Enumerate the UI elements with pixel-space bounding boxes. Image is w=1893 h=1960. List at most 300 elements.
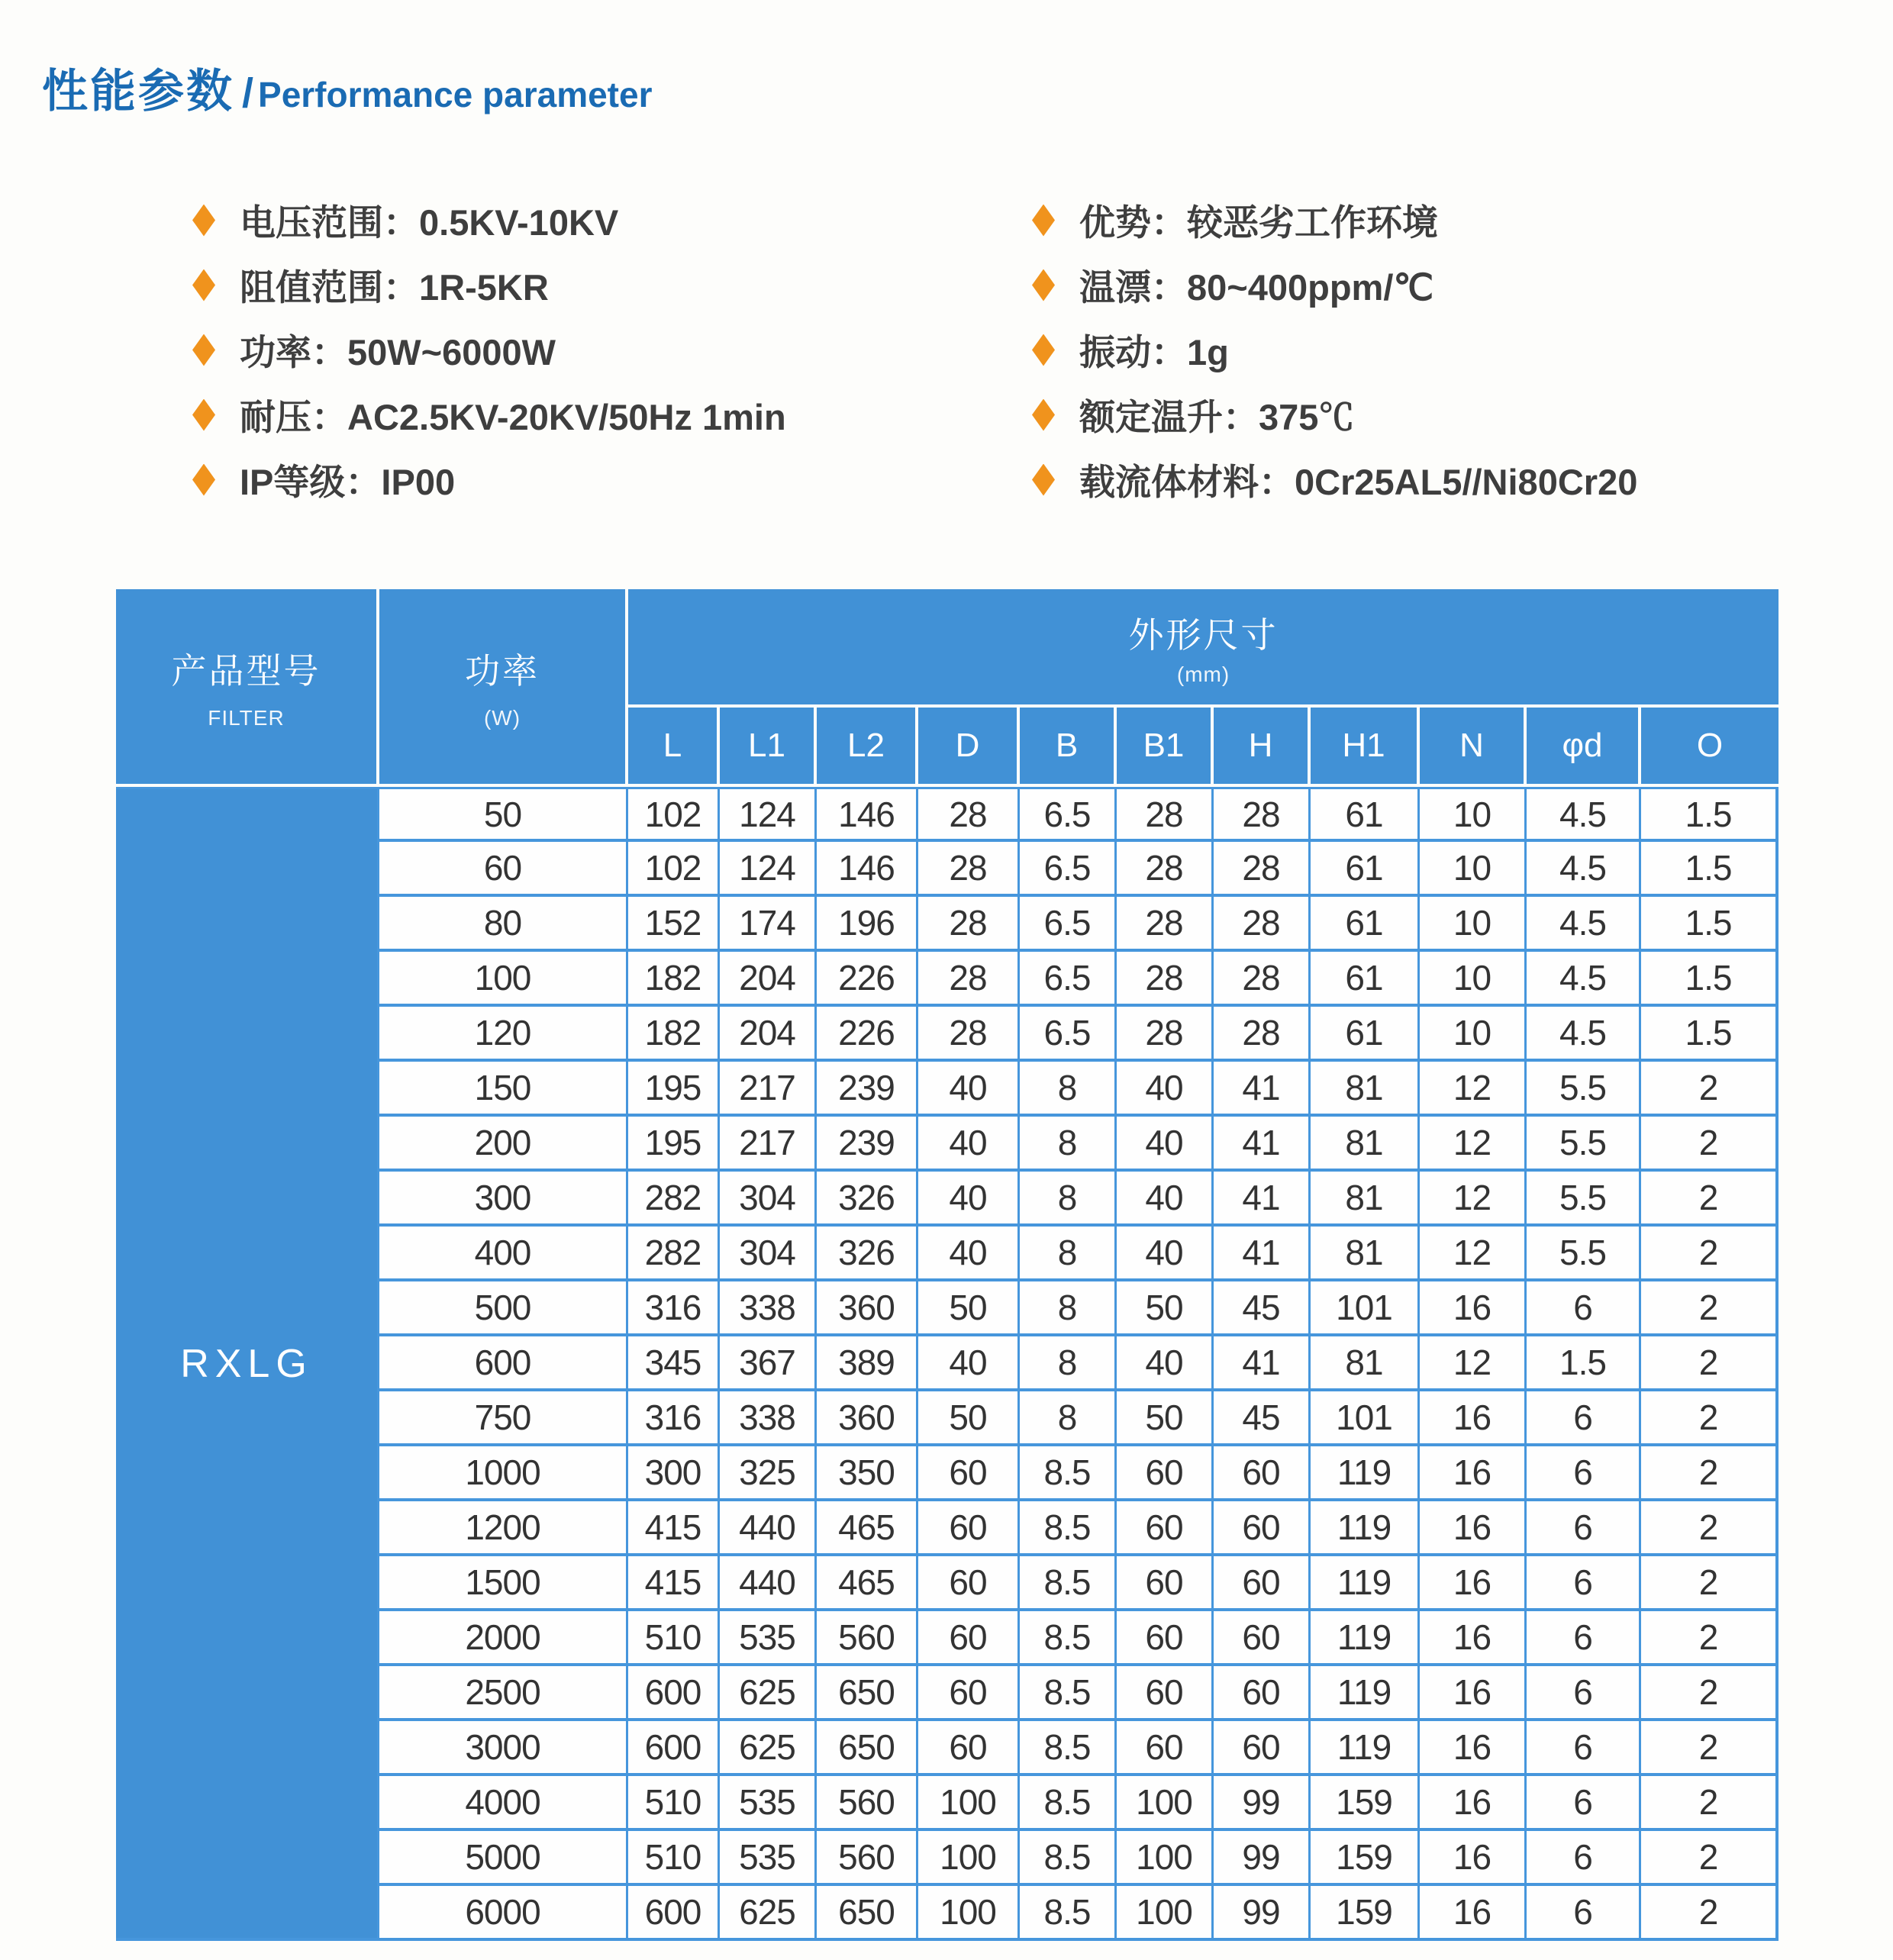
dim-value: 8.5 (1020, 1776, 1117, 1831)
dim-value: 119 (1311, 1611, 1420, 1666)
dim-value: 16 (1420, 1611, 1527, 1666)
dim-value: 100 (918, 1776, 1020, 1831)
dim-value: 2 (1641, 1117, 1779, 1172)
dim-value: 28 (1117, 1007, 1214, 1062)
dim-value: 510 (628, 1776, 720, 1831)
dim-value: 1.5 (1641, 1007, 1779, 1062)
dim-value: 415 (628, 1501, 720, 1556)
dim-column-header: L (628, 708, 720, 787)
dim-value: 316 (628, 1391, 720, 1446)
dim-value: 204 (720, 1007, 817, 1062)
power-value: 2000 (379, 1611, 628, 1666)
dim-value: 16 (1420, 1391, 1527, 1446)
dim-value: 6 (1527, 1886, 1641, 1941)
dimensions-header-text: 外形尺寸 (1128, 614, 1279, 655)
dim-value: 8.5 (1020, 1501, 1117, 1556)
spec-item (1032, 253, 1637, 318)
dim-value: 6.5 (1020, 1007, 1117, 1062)
dim-value: 16 (1420, 1776, 1527, 1831)
dim-value: 1.5 (1527, 1336, 1641, 1391)
dim-value: 81 (1311, 1117, 1420, 1172)
dim-column-header: B1 (1117, 708, 1214, 787)
table-row (116, 787, 1779, 842)
dim-value: 510 (628, 1611, 720, 1666)
dim-value: 60 (918, 1611, 1020, 1666)
dim-value: 28 (1214, 842, 1311, 897)
dim-value: 60 (918, 1501, 1020, 1556)
dim-value: 8.5 (1020, 1446, 1117, 1501)
dim-value: 81 (1311, 1172, 1420, 1227)
dim-value: 204 (720, 952, 817, 1007)
power-value: 750 (379, 1391, 628, 1446)
dim-value: 81 (1311, 1227, 1420, 1281)
dim-value: 415 (628, 1556, 720, 1611)
dim-value: 16 (1420, 1721, 1527, 1776)
power-value: 60 (379, 842, 628, 897)
dim-value: 4.5 (1527, 952, 1641, 1007)
dim-value: 2 (1641, 1666, 1779, 1721)
dim-value: 1.5 (1641, 787, 1779, 842)
power-header-text: 功率 (465, 650, 540, 691)
dim-value: 282 (628, 1227, 720, 1281)
spec-item (1032, 318, 1637, 382)
dim-value: 4.5 (1527, 897, 1641, 952)
dim-value: 625 (720, 1721, 817, 1776)
title-slash: / (242, 70, 254, 116)
dim-value: 326 (817, 1227, 918, 1281)
dimensions-group-header (628, 589, 1779, 708)
dim-value: 2 (1641, 1391, 1779, 1446)
dim-value: 2 (1641, 1501, 1779, 1556)
dim-value: 650 (817, 1721, 918, 1776)
dim-value: 10 (1420, 1007, 1527, 1062)
dim-value: 41 (1214, 1117, 1311, 1172)
model-column-header (116, 589, 379, 787)
dim-value: 119 (1311, 1556, 1420, 1611)
dim-column-header: O (1641, 708, 1779, 787)
dim-value: 2 (1641, 1776, 1779, 1831)
dim-value: 28 (1117, 897, 1214, 952)
diamond-bullet-icon (1032, 399, 1055, 431)
power-value: 600 (379, 1336, 628, 1391)
dim-value: 2 (1641, 1721, 1779, 1776)
dim-value: 282 (628, 1172, 720, 1227)
dim-value: 6.5 (1020, 897, 1117, 952)
dim-value: 10 (1420, 952, 1527, 1007)
dim-value: 8 (1020, 1281, 1117, 1336)
dim-value: 99 (1214, 1886, 1311, 1941)
dim-value: 40 (1117, 1336, 1214, 1391)
diamond-bullet-icon (1032, 269, 1055, 301)
dim-value: 12 (1420, 1062, 1527, 1117)
spec-text: 耐压：AC2.5KV-20KV/50Hz 1min (240, 397, 786, 437)
spec-item (1032, 188, 1637, 253)
power-value: 80 (379, 897, 628, 952)
dim-column-header: L1 (720, 708, 817, 787)
dim-value: 12 (1420, 1227, 1527, 1281)
dim-value: 560 (817, 1776, 918, 1831)
spec-list-right (1032, 188, 1637, 512)
power-column-header (379, 589, 628, 787)
dim-value: 102 (628, 842, 720, 897)
dim-value: 60 (1214, 1556, 1311, 1611)
dim-value: 50 (918, 1391, 1020, 1446)
power-value: 120 (379, 1007, 628, 1062)
dim-value: 360 (817, 1281, 918, 1336)
dim-value: 60 (1214, 1446, 1311, 1501)
dim-value: 100 (918, 1886, 1020, 1941)
dim-value: 2 (1641, 1172, 1779, 1227)
dim-value: 50 (918, 1281, 1020, 1336)
power-value: 200 (379, 1117, 628, 1172)
diamond-bullet-icon (192, 464, 215, 496)
dim-value: 560 (817, 1611, 918, 1666)
dim-value: 61 (1311, 952, 1420, 1007)
dim-value: 60 (1117, 1556, 1214, 1611)
title-english: Performance parameter (258, 75, 653, 114)
dim-value: 8.5 (1020, 1611, 1117, 1666)
dim-value: 625 (720, 1666, 817, 1721)
dim-value: 10 (1420, 842, 1527, 897)
dim-value: 625 (720, 1886, 817, 1941)
dim-value: 5.5 (1527, 1172, 1641, 1227)
dim-value: 159 (1311, 1831, 1420, 1886)
dim-value: 4.5 (1527, 1007, 1641, 1062)
dim-value: 325 (720, 1446, 817, 1501)
spec-text: 优势：较恶劣工作环境 (1079, 202, 1438, 243)
dim-value: 16 (1420, 1666, 1527, 1721)
power-value: 150 (379, 1062, 628, 1117)
spec-text: 载流体材料：0Cr25AL5//Ni80Cr20 (1079, 462, 1638, 502)
dim-value: 40 (1117, 1062, 1214, 1117)
dim-value: 4.5 (1527, 787, 1641, 842)
dim-value: 60 (1117, 1666, 1214, 1721)
dim-value: 8.5 (1020, 1721, 1117, 1776)
dim-value: 41 (1214, 1336, 1311, 1391)
dim-value: 119 (1311, 1721, 1420, 1776)
dim-value: 28 (1117, 842, 1214, 897)
dim-value: 119 (1311, 1446, 1420, 1501)
dim-column-header: φd (1527, 708, 1641, 787)
dim-value: 16 (1420, 1556, 1527, 1611)
dim-value: 45 (1214, 1391, 1311, 1446)
dim-value: 2 (1641, 1281, 1779, 1336)
dim-value: 6 (1527, 1501, 1641, 1556)
spec-text: 温漂：80~400ppm/℃ (1079, 267, 1434, 308)
dim-value: 28 (1214, 1007, 1311, 1062)
dim-value: 28 (918, 1007, 1020, 1062)
dim-value: 152 (628, 897, 720, 952)
title-chinese: 性能参数 (42, 66, 234, 117)
dim-value: 8 (1020, 1172, 1117, 1227)
dim-column-header: N (1420, 708, 1527, 787)
dim-value: 600 (628, 1721, 720, 1776)
dim-value: 50 (1117, 1281, 1214, 1336)
dim-value: 101 (1311, 1391, 1420, 1446)
power-value: 6000 (379, 1886, 628, 1941)
dim-value: 12 (1420, 1336, 1527, 1391)
dim-value: 100 (1117, 1776, 1214, 1831)
dim-value: 159 (1311, 1776, 1420, 1831)
dim-value: 5.5 (1527, 1227, 1641, 1281)
dim-value: 2 (1641, 1446, 1779, 1501)
dim-value: 300 (628, 1446, 720, 1501)
dim-value: 45 (1214, 1281, 1311, 1336)
diamond-bullet-icon (192, 334, 215, 366)
spec-item (192, 382, 786, 447)
table-body (116, 787, 1779, 1941)
power-value: 3000 (379, 1721, 628, 1776)
dim-value: 60 (918, 1721, 1020, 1776)
page-title (42, 55, 652, 121)
spec-item (192, 188, 786, 253)
dim-value: 226 (817, 952, 918, 1007)
dim-value: 28 (1214, 952, 1311, 1007)
dim-value: 28 (1117, 787, 1214, 842)
dim-value: 16 (1420, 1886, 1527, 1941)
dim-value: 10 (1420, 787, 1527, 842)
dim-value: 304 (720, 1172, 817, 1227)
dim-value: 465 (817, 1501, 918, 1556)
dim-value: 8 (1020, 1336, 1117, 1391)
dim-value: 2 (1641, 1556, 1779, 1611)
dim-value: 28 (918, 787, 1020, 842)
power-value: 100 (379, 952, 628, 1007)
dim-value: 1.5 (1641, 842, 1779, 897)
power-value: 2500 (379, 1666, 628, 1721)
dim-value: 81 (1311, 1336, 1420, 1391)
dim-value: 99 (1214, 1776, 1311, 1831)
dim-value: 345 (628, 1336, 720, 1391)
dim-value: 6.5 (1020, 842, 1117, 897)
dim-value: 60 (918, 1556, 1020, 1611)
power-value: 5000 (379, 1831, 628, 1886)
dim-column-header: D (918, 708, 1020, 787)
dim-value: 100 (1117, 1886, 1214, 1941)
dim-value: 101 (1311, 1281, 1420, 1336)
dim-value: 28 (1214, 787, 1311, 842)
dim-value: 2 (1641, 1336, 1779, 1391)
spec-text: 电压范围：0.5KV-10KV (240, 202, 619, 243)
dim-value: 4.5 (1527, 842, 1641, 897)
dim-value: 8 (1020, 1391, 1117, 1446)
spec-text: 功率：50W~6000W (240, 332, 556, 372)
dim-value: 8.5 (1020, 1666, 1117, 1721)
dim-value: 316 (628, 1281, 720, 1336)
diamond-bullet-icon (192, 205, 215, 237)
dim-value: 182 (628, 1007, 720, 1062)
dim-value: 40 (918, 1117, 1020, 1172)
spec-text: 阻值范围：1R-5KR (240, 267, 549, 308)
spec-item (1032, 447, 1637, 512)
dim-value: 60 (918, 1446, 1020, 1501)
dim-value: 28 (918, 842, 1020, 897)
dim-value: 28 (1117, 952, 1214, 1007)
dim-value: 61 (1311, 842, 1420, 897)
diamond-bullet-icon (192, 399, 215, 431)
dim-value: 60 (1214, 1611, 1311, 1666)
dim-value: 510 (628, 1831, 720, 1886)
diamond-bullet-icon (1032, 464, 1055, 496)
spec-item (192, 318, 786, 382)
dim-value: 600 (628, 1666, 720, 1721)
dimensions-unit-text: (mm) (1176, 662, 1230, 686)
dim-value: 8.5 (1020, 1886, 1117, 1941)
dim-value: 560 (817, 1831, 918, 1886)
dim-value: 239 (817, 1117, 918, 1172)
dim-value: 174 (720, 897, 817, 952)
dim-value: 2 (1641, 1227, 1779, 1281)
dim-value: 195 (628, 1117, 720, 1172)
spec-list-left (192, 188, 786, 512)
dim-value: 2 (1641, 1831, 1779, 1886)
dim-value: 440 (720, 1556, 817, 1611)
dim-value: 196 (817, 897, 918, 952)
dim-value: 60 (1117, 1501, 1214, 1556)
dim-value: 60 (1117, 1611, 1214, 1666)
dim-value: 100 (918, 1831, 1020, 1886)
dim-value: 326 (817, 1172, 918, 1227)
dim-value: 389 (817, 1336, 918, 1391)
diamond-bullet-icon (1032, 205, 1055, 237)
dim-value: 6 (1527, 1776, 1641, 1831)
dim-value: 6 (1527, 1281, 1641, 1336)
dim-value: 8.5 (1020, 1556, 1117, 1611)
dim-value: 60 (1117, 1721, 1214, 1776)
dim-value: 41 (1214, 1227, 1311, 1281)
dim-value: 2 (1641, 1062, 1779, 1117)
spec-text: IP等级：IP00 (240, 462, 456, 502)
dim-value: 304 (720, 1227, 817, 1281)
dim-value: 12 (1420, 1172, 1527, 1227)
dim-value: 6.5 (1020, 787, 1117, 842)
dim-value: 61 (1311, 897, 1420, 952)
power-value: 4000 (379, 1776, 628, 1831)
dim-value: 119 (1311, 1501, 1420, 1556)
dim-value: 650 (817, 1666, 918, 1721)
dim-value: 5.5 (1527, 1117, 1641, 1172)
dim-value: 2 (1641, 1886, 1779, 1941)
dim-value: 124 (720, 787, 817, 842)
dim-value: 28 (1214, 897, 1311, 952)
dim-value: 60 (1214, 1501, 1311, 1556)
dim-value: 119 (1311, 1666, 1420, 1721)
dim-value: 217 (720, 1117, 817, 1172)
power-value: 1500 (379, 1556, 628, 1611)
spec-item (192, 447, 786, 512)
dim-value: 6 (1527, 1556, 1641, 1611)
dim-value: 650 (817, 1886, 918, 1941)
dim-value: 146 (817, 787, 918, 842)
dim-value: 6 (1527, 1721, 1641, 1776)
dim-column-header: B (1020, 708, 1117, 787)
dim-value: 28 (918, 897, 1020, 952)
dim-value: 226 (817, 1007, 918, 1062)
dim-value: 60 (918, 1666, 1020, 1721)
dim-value: 350 (817, 1446, 918, 1501)
diamond-bullet-icon (192, 269, 215, 301)
dim-value: 16 (1420, 1831, 1527, 1886)
dim-value: 1.5 (1641, 952, 1779, 1007)
dim-value: 60 (1214, 1666, 1311, 1721)
dim-value: 40 (1117, 1172, 1214, 1227)
dim-value: 60 (1117, 1446, 1214, 1501)
dim-value: 2 (1641, 1611, 1779, 1666)
dim-value: 50 (1117, 1391, 1214, 1446)
power-value: 1200 (379, 1501, 628, 1556)
dim-value: 8 (1020, 1117, 1117, 1172)
dim-value: 8 (1020, 1062, 1117, 1117)
spec-item (192, 253, 786, 318)
dim-value: 10 (1420, 897, 1527, 952)
model-value-cell: RXLG (116, 787, 379, 1941)
dim-value: 61 (1311, 787, 1420, 842)
dim-value: 338 (720, 1281, 817, 1336)
dim-value: 40 (1117, 1117, 1214, 1172)
dim-value: 360 (817, 1391, 918, 1446)
dim-value: 16 (1420, 1281, 1527, 1336)
model-subheader-text: FILTER (208, 705, 285, 730)
dim-value: 239 (817, 1062, 918, 1117)
power-value: 400 (379, 1227, 628, 1281)
power-unit-text: (W) (483, 705, 521, 730)
dim-value: 159 (1311, 1886, 1420, 1941)
dim-value: 40 (918, 1172, 1020, 1227)
dim-column-header: H1 (1311, 708, 1420, 787)
dim-value: 124 (720, 842, 817, 897)
dim-column-header: H (1214, 708, 1311, 787)
dim-value: 195 (628, 1062, 720, 1117)
dim-value: 102 (628, 787, 720, 842)
dim-value: 6 (1527, 1611, 1641, 1666)
power-value: 1000 (379, 1446, 628, 1501)
dimension-table (116, 589, 1779, 1941)
dim-value: 6 (1527, 1391, 1641, 1446)
dim-value: 5.5 (1527, 1062, 1641, 1117)
dim-value: 440 (720, 1501, 817, 1556)
dim-value: 61 (1311, 1007, 1420, 1062)
dim-value: 16 (1420, 1446, 1527, 1501)
dim-value: 6 (1527, 1666, 1641, 1721)
dim-value: 600 (628, 1886, 720, 1941)
power-value: 50 (379, 787, 628, 842)
dim-value: 217 (720, 1062, 817, 1117)
dim-value: 28 (918, 952, 1020, 1007)
spec-text: 振动：1g (1079, 332, 1229, 372)
power-value: 300 (379, 1172, 628, 1227)
dim-value: 40 (1117, 1227, 1214, 1281)
dim-value: 40 (918, 1062, 1020, 1117)
dim-value: 535 (720, 1831, 817, 1886)
dim-value: 40 (918, 1227, 1020, 1281)
dim-value: 182 (628, 952, 720, 1007)
dim-value: 8.5 (1020, 1831, 1117, 1886)
dim-value: 12 (1420, 1117, 1527, 1172)
power-value: 500 (379, 1281, 628, 1336)
dim-value: 100 (1117, 1831, 1214, 1886)
dim-value: 16 (1420, 1501, 1527, 1556)
dim-value: 6 (1527, 1446, 1641, 1501)
dim-value: 41 (1214, 1172, 1311, 1227)
model-header-text: 产品型号 (171, 650, 321, 691)
dim-value: 81 (1311, 1062, 1420, 1117)
spec-text: 额定温升：375℃ (1079, 397, 1355, 437)
spec-item (1032, 382, 1637, 447)
dim-column-header: L2 (817, 708, 918, 787)
diamond-bullet-icon (1032, 334, 1055, 366)
dim-value: 1.5 (1641, 897, 1779, 952)
dim-value: 338 (720, 1391, 817, 1446)
